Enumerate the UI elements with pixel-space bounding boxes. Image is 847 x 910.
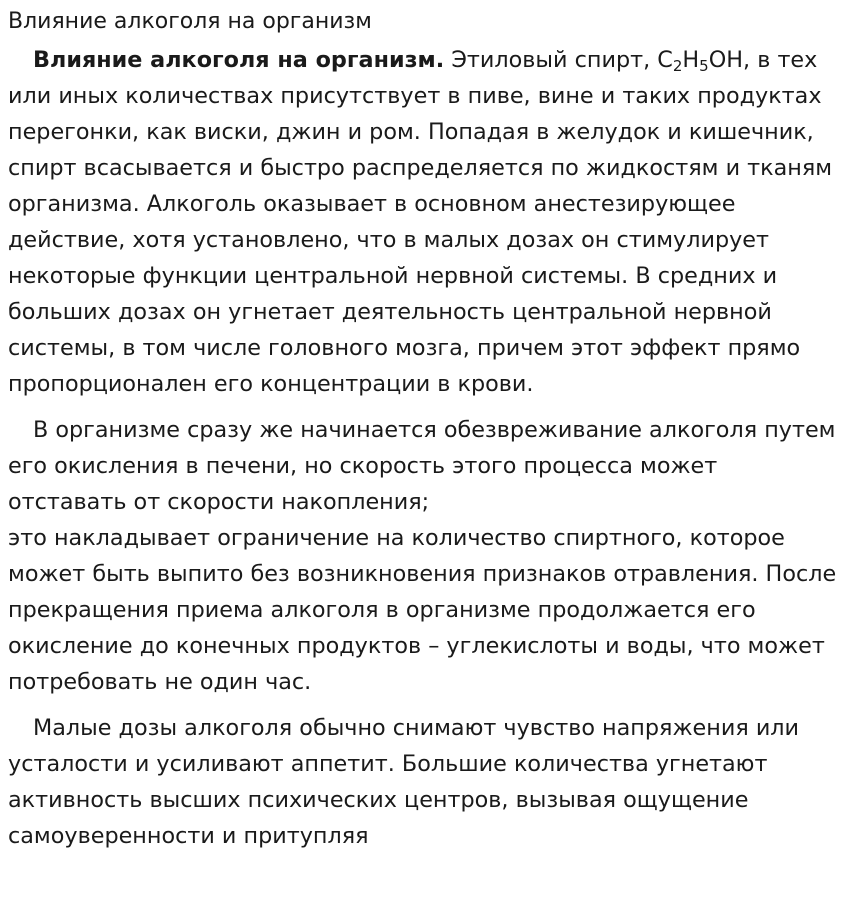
formula-subscript-5: 5 <box>699 57 709 75</box>
paragraph-1-text-start: Этиловый спирт, C <box>444 47 673 73</box>
paragraph-1-text-rest: OH, в тех или иных количествах присутствует в пиве, вине и таких продуктах перегонки, как виски, джин и ром. Попадая в желудок и кишечник, спирт всасывается и быстро распределяется по жидкостям и тканям организма. Алкоголь оказывает в основном анестезирующее действие, хотя установлено, что в малых дозах он стимулирует некоторые функции центральной нервной системы. В средних и больших дозах он угнетает деятельность центральной нервной системы, в том числе головного мозга, причем этот эффект прямо пропорционален его концентрации в крови. <box>8 47 833 397</box>
paragraph-3-text: Малые дозы алкоголя обычно снимают чувство напряжения или усталости и усиливают аппетит. Большие количества угнетают активность высших психических центров, вызывая ощущение самоуверенности и притупляя <box>8 715 800 849</box>
paragraph-1 <box>8 42 839 402</box>
paragraph-2-part-1: В организме сразу же начинается обезвреживание алкоголя путем его окисления в печени, но скорость этого процесса может отставать от скорости накопления; <box>8 417 836 515</box>
paragraph-1-bold-lead: Влияние алкоголя на организм. <box>33 47 445 73</box>
formula-subscript-2: 2 <box>672 57 683 75</box>
formula-h: H <box>682 47 700 73</box>
paragraph-2-part-2: это накладывает ограничение на количество спиртного, которое может быть выпито без возникновения признаков отравления. После прекращения приема алкоголя в организме продолжается его окисление до конечных продуктов – углекислоты и воды, что может потребовать не один час. <box>8 525 837 695</box>
paragraph-3 <box>8 710 839 854</box>
document-title: Влияние алкоголя на организм <box>8 9 372 34</box>
paragraph-2 <box>8 412 839 700</box>
